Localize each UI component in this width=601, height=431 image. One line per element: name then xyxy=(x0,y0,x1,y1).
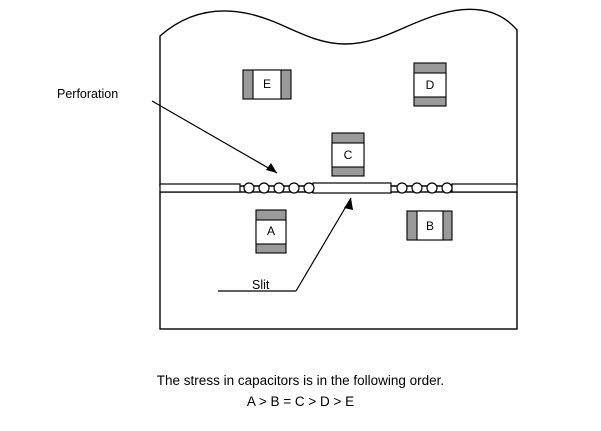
caption-line-1: The stress in capacitors is in the following order. xyxy=(156,373,445,388)
perforation-hole xyxy=(289,183,299,193)
slit-bars xyxy=(160,183,517,193)
perforation-hole xyxy=(244,183,254,193)
perforation-hole xyxy=(274,183,284,193)
perforation-hole xyxy=(304,183,314,193)
capacitor-b-label: B xyxy=(425,219,434,233)
capacitor-d-label: D xyxy=(425,78,435,92)
lower-board-outline xyxy=(160,192,517,329)
perforation-hole xyxy=(442,183,452,193)
perforation-hole xyxy=(427,183,437,193)
slit-label: Slit xyxy=(252,278,270,292)
slit-bar xyxy=(452,184,517,192)
capacitor-c-label: C xyxy=(343,148,353,162)
perforation-hole xyxy=(412,183,422,193)
perforation-hole xyxy=(259,183,269,193)
slit-bar xyxy=(160,184,240,192)
capacitor-e-label: E xyxy=(262,77,271,91)
capacitor-a-label: A xyxy=(266,224,275,238)
slit-bar xyxy=(313,183,391,193)
caption-line-2: A > B = C > D > E xyxy=(246,394,355,409)
perforation-label: Perforation xyxy=(57,87,119,101)
perforation-hole xyxy=(397,183,407,193)
